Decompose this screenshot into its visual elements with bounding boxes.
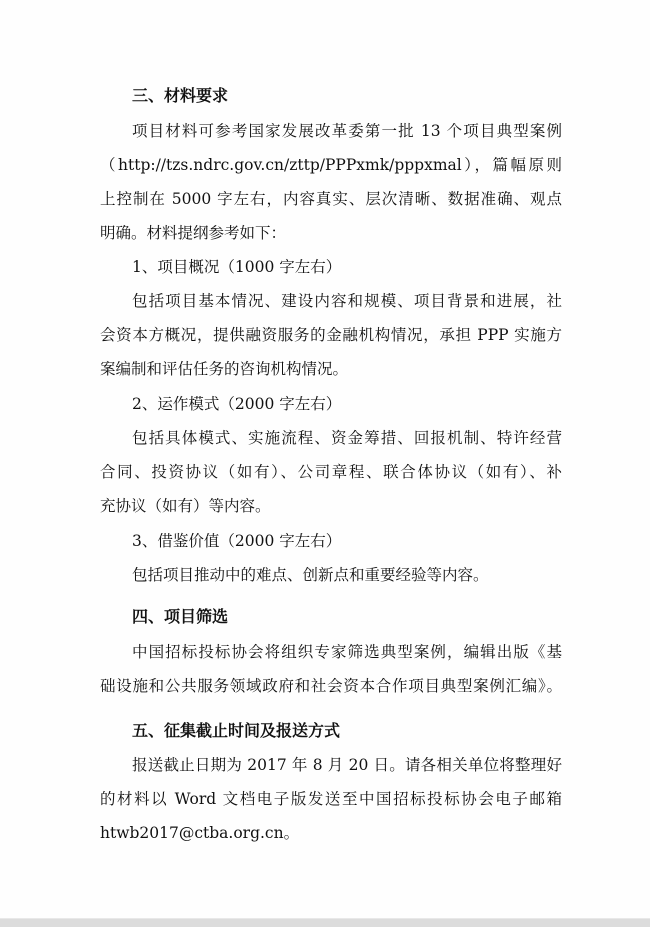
section-heading-deadline: 五、征集截止时间及报送方式: [132, 721, 341, 740]
subsection-title-overview: 1、项目概况（1000 字左右）: [132, 258, 342, 276]
paragraph-line: 充协议（如有）等内容。: [100, 497, 271, 515]
paragraph-line: 的材料以 Word 文档电子版发送至中国招标投标协会电子邮箱: [100, 790, 562, 808]
paragraph-line-email: htwb2017@ctba.org.cn。: [100, 824, 300, 842]
paragraph-line: 础设施和公共服务领域政府和社会资本合作项目典型案例汇编》。: [100, 677, 562, 695]
paragraph-line: 包括项目推动中的难点、创新点和重要经验等内容。: [132, 566, 489, 584]
paragraph-line-url: （http://tzs.ndrc.gov.cn/zttp/PPPxmk/pppxmal），篇幅原则: [100, 156, 562, 174]
section-heading-materials: 三、材料要求: [132, 86, 229, 105]
paragraph-line: 报送截止日期为 2017 年 8 月 20 日。请各相关单位将整理好: [132, 756, 562, 774]
paragraph-line: 会资本方概况，提供融资服务的金融机构情况，承担 PPP 实施方: [100, 326, 562, 344]
subsection-title-value: 3、借鉴价值（2000 字左右）: [132, 532, 342, 550]
paragraph-line: 包括项目基本情况、建设内容和规模、项目背景和进展，社: [132, 292, 562, 310]
subsection-title-operation: 2、运作模式（2000 字左右）: [132, 395, 342, 413]
paragraph-line: 包括具体模式、实施流程、资金筹措、回报机制、特许经营: [132, 429, 562, 447]
paragraph-line: 合同、投资协议（如有）、公司章程、联合体协议（如有）、补: [100, 463, 562, 481]
paragraph-line: 明确。材料提纲参考如下：: [100, 224, 287, 242]
section-heading-screening: 四、项目筛选: [132, 607, 229, 626]
paragraph-line: 上控制在 5000 字左右，内容真实、层次清晰、数据准确、观点: [100, 190, 562, 208]
paragraph-line: 中国招标投标协会将组织专家筛选典型案例，编辑出版《基: [132, 643, 562, 661]
paragraph-line: 项目材料可参考国家发展改革委第一批 13 个项目典型案例: [132, 122, 562, 140]
paragraph-line: 案编制和评估任务的咨询机构情况。: [100, 360, 349, 378]
